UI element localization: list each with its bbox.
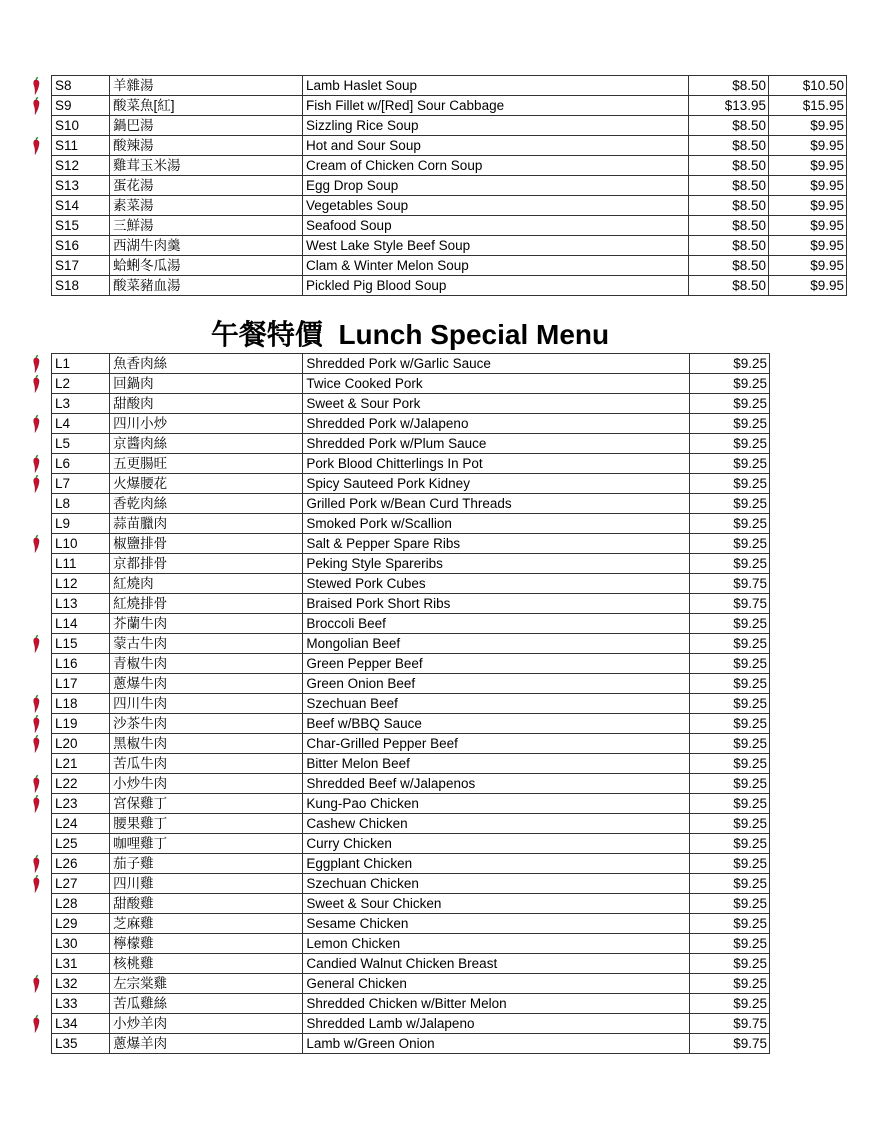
item-name-zh: 椒鹽排骨 [110, 534, 303, 554]
lunch-row [52, 894, 770, 914]
item-price-small: $8.50 [689, 136, 769, 156]
item-code: L22 [52, 774, 110, 794]
chili-pepper-icon [32, 97, 41, 115]
item-price-large: $15.95 [769, 96, 847, 116]
item-price: $9.25 [689, 834, 769, 854]
item-code: S10 [52, 116, 110, 136]
item-name-zh: 雞茸玉米湯 [110, 156, 303, 176]
item-name-en: Peking Style Spareribs [303, 554, 690, 574]
soup-row [52, 176, 847, 196]
item-price: $9.25 [689, 374, 769, 394]
lunch-row [52, 494, 770, 514]
item-name-zh: 西湖牛肉羹 [110, 236, 303, 256]
item-name-zh: 小炒羊肉 [110, 1014, 303, 1034]
item-name-en: Curry Chicken [303, 834, 690, 854]
item-code: L25 [52, 834, 110, 854]
item-price: $9.25 [689, 534, 769, 554]
lunch-row [52, 774, 770, 794]
lunch-row [52, 954, 770, 974]
item-code: L30 [52, 934, 110, 954]
item-name-zh: 火爆腰花 [110, 474, 303, 494]
item-code: L21 [52, 754, 110, 774]
item-price: $9.25 [689, 734, 769, 754]
lunch-row [52, 754, 770, 774]
lunch-row [52, 654, 770, 674]
item-name-en: Mongolian Beef [303, 634, 690, 654]
item-name-zh: 沙茶牛肉 [110, 714, 303, 734]
lunch-row [52, 414, 770, 434]
item-code: S15 [52, 216, 110, 236]
item-name-zh: 鍋巴湯 [110, 116, 303, 136]
item-price: $9.25 [689, 674, 769, 694]
item-name-en: Spicy Sauteed Pork Kidney [303, 474, 690, 494]
item-price: $9.25 [689, 894, 769, 914]
item-code: L35 [52, 1034, 110, 1054]
chili-pepper-icon [32, 715, 41, 733]
item-name-zh: 羊雜湯 [110, 76, 303, 96]
item-name-zh: 芝麻雞 [110, 914, 303, 934]
lunch-row [52, 694, 770, 714]
item-name-zh: 魚香肉絲 [110, 354, 303, 374]
lunch-row [52, 354, 770, 374]
item-name-zh: 甜酸雞 [110, 894, 303, 914]
item-name-en: Shredded Pork w/Garlic Sauce [303, 354, 690, 374]
item-code: L10 [52, 534, 110, 554]
item-name-en: Clam & Winter Melon Soup [303, 256, 689, 276]
lunch-row [52, 454, 770, 474]
item-code: L19 [52, 714, 110, 734]
item-name-en: Shredded Pork w/Jalapeno [303, 414, 690, 434]
item-code: L27 [52, 874, 110, 894]
soup-row [52, 196, 847, 216]
item-name-en: Vegetables Soup [303, 196, 689, 216]
item-price: $9.25 [689, 814, 769, 834]
item-code: L33 [52, 994, 110, 1014]
lunch-row [52, 594, 770, 614]
item-price-small: $8.50 [689, 156, 769, 176]
lunch-row [52, 534, 770, 554]
lunch-row [52, 914, 770, 934]
item-price-small: $8.50 [689, 76, 769, 96]
item-code: L3 [52, 394, 110, 414]
chili-pepper-icon [32, 775, 41, 793]
lunch-special-heading [0, 318, 820, 352]
item-price: $9.25 [689, 994, 769, 1014]
item-code: L2 [52, 374, 110, 394]
item-name-en: Cream of Chicken Corn Soup [303, 156, 689, 176]
item-price: $9.25 [689, 514, 769, 534]
item-name-zh: 酸菜豬血湯 [110, 276, 303, 296]
item-price: $9.25 [689, 914, 769, 934]
item-price-large: $9.95 [769, 176, 847, 196]
lunch-row [52, 394, 770, 414]
item-code: L14 [52, 614, 110, 634]
item-price: $9.25 [689, 454, 769, 474]
lunch-row [52, 814, 770, 834]
item-name-en: General Chicken [303, 974, 690, 994]
item-name-zh: 咖哩雞丁 [110, 834, 303, 854]
item-price: $9.25 [689, 474, 769, 494]
item-code: L11 [52, 554, 110, 574]
item-code: L26 [52, 854, 110, 874]
lunch-row [52, 1014, 770, 1034]
item-code: L7 [52, 474, 110, 494]
item-code: L8 [52, 494, 110, 514]
item-price: $9.25 [689, 854, 769, 874]
item-code: S17 [52, 256, 110, 276]
item-code: L23 [52, 794, 110, 814]
item-name-zh: 回鍋肉 [110, 374, 303, 394]
item-price-large: $9.95 [769, 276, 847, 296]
item-name-en: Kung-Pao Chicken [303, 794, 690, 814]
lunch-row [52, 874, 770, 894]
item-name-en: Hot and Sour Soup [303, 136, 689, 156]
item-code: L20 [52, 734, 110, 754]
item-name-zh: 苦瓜牛肉 [110, 754, 303, 774]
item-name-zh: 蒜苗臘肉 [110, 514, 303, 534]
chili-pepper-icon [32, 535, 41, 553]
item-name-zh: 檸檬雞 [110, 934, 303, 954]
item-price: $9.25 [689, 934, 769, 954]
item-name-en: Bitter Melon Beef [303, 754, 690, 774]
item-price: $9.25 [689, 354, 769, 374]
item-name-zh: 四川雞 [110, 874, 303, 894]
item-price-large: $9.95 [769, 216, 847, 236]
item-code: L4 [52, 414, 110, 434]
item-code: L34 [52, 1014, 110, 1034]
soup-row [52, 76, 847, 96]
item-code: L1 [52, 354, 110, 374]
item-price-small: $8.50 [689, 276, 769, 296]
item-price: $9.25 [689, 434, 769, 454]
item-name-en: Broccoli Beef [303, 614, 690, 634]
chili-pepper-icon [32, 635, 41, 653]
item-name-zh: 茄子雞 [110, 854, 303, 874]
chili-pepper-icon [32, 875, 41, 893]
item-price: $9.25 [689, 634, 769, 654]
lunch-row [52, 614, 770, 634]
item-code: L16 [52, 654, 110, 674]
lunch-row [52, 574, 770, 594]
item-price: $9.25 [689, 414, 769, 434]
item-price-large: $9.95 [769, 196, 847, 216]
item-code: S8 [52, 76, 110, 96]
item-price: $9.75 [689, 1014, 769, 1034]
item-name-zh: 紅燒肉 [110, 574, 303, 594]
lunch-row [52, 474, 770, 494]
item-name-en: Stewed Pork Cubes [303, 574, 690, 594]
item-code: L12 [52, 574, 110, 594]
item-name-en: West Lake Style Beef Soup [303, 236, 689, 256]
item-name-en: Salt & Pepper Spare Ribs [303, 534, 690, 554]
lunch-menu-table [51, 353, 770, 1054]
item-name-en: Shredded Pork w/Plum Sauce [303, 434, 690, 454]
item-code: L15 [52, 634, 110, 654]
item-name-en: Shredded Chicken w/Bitter Melon [303, 994, 690, 1014]
item-price: $9.25 [689, 874, 769, 894]
soup-row [52, 276, 847, 296]
item-price: $9.25 [689, 554, 769, 574]
chili-pepper-icon [32, 415, 41, 433]
chili-pepper-icon [32, 855, 41, 873]
lunch-row [52, 514, 770, 534]
item-name-zh: 三鮮湯 [110, 216, 303, 236]
item-price-small: $8.50 [689, 256, 769, 276]
item-name-zh: 京都排骨 [110, 554, 303, 574]
item-price-large: $9.95 [769, 116, 847, 136]
item-price: $9.25 [689, 694, 769, 714]
chili-pepper-icon [32, 475, 41, 493]
item-price-large: $10.50 [769, 76, 847, 96]
lunch-row [52, 934, 770, 954]
item-code: L13 [52, 594, 110, 614]
item-name-en: Braised Pork Short Ribs [303, 594, 690, 614]
item-code: S18 [52, 276, 110, 296]
chili-pepper-icon [32, 77, 41, 95]
soup-row [52, 156, 847, 176]
item-name-en: Green Pepper Beef [303, 654, 690, 674]
item-price: $9.25 [689, 774, 769, 794]
item-name-zh: 蛤蜊冬瓜湯 [110, 256, 303, 276]
lunch-row [52, 854, 770, 874]
item-name-en: Candied Walnut Chicken Breast [303, 954, 690, 974]
soup-row [52, 216, 847, 236]
item-price: $9.25 [689, 954, 769, 974]
item-code: L31 [52, 954, 110, 974]
item-name-zh: 蔥爆牛肉 [110, 674, 303, 694]
item-code: L5 [52, 434, 110, 454]
chili-pepper-icon [32, 1015, 41, 1033]
item-name-en: Pork Blood Chitterlings In Pot [303, 454, 690, 474]
item-name-en: Szechuan Chicken [303, 874, 690, 894]
item-code: L17 [52, 674, 110, 694]
item-code: L32 [52, 974, 110, 994]
soup-row [52, 116, 847, 136]
item-name-en: Lamb Haslet Soup [303, 76, 689, 96]
item-name-en: Grilled Pork w/Bean Curd Threads [303, 494, 690, 514]
item-name-zh: 苦瓜雞絲 [110, 994, 303, 1014]
lunch-row [52, 1034, 770, 1054]
item-price: $9.75 [689, 1034, 769, 1054]
item-name-zh: 四川小炒 [110, 414, 303, 434]
item-name-zh: 黑椒牛肉 [110, 734, 303, 754]
item-code: S13 [52, 176, 110, 196]
item-name-zh: 素菜湯 [110, 196, 303, 216]
item-name-zh: 芥蘭牛肉 [110, 614, 303, 634]
lunch-row [52, 794, 770, 814]
item-code: S16 [52, 236, 110, 256]
lunch-row [52, 374, 770, 394]
item-price: $9.25 [689, 614, 769, 634]
item-price: $9.25 [689, 654, 769, 674]
item-code: L28 [52, 894, 110, 914]
item-name-zh: 京醬肉絲 [110, 434, 303, 454]
item-code: S11 [52, 136, 110, 156]
item-price: $9.25 [689, 714, 769, 734]
item-name-en: Char-Grilled Pepper Beef [303, 734, 690, 754]
lunch-row [52, 734, 770, 754]
item-price-small: $8.50 [689, 116, 769, 136]
item-price-large: $9.95 [769, 256, 847, 276]
lunch-row [52, 634, 770, 654]
soup-row [52, 236, 847, 256]
item-name-zh: 五更腸旺 [110, 454, 303, 474]
item-name-zh: 甜酸肉 [110, 394, 303, 414]
item-name-zh: 四川牛肉 [110, 694, 303, 714]
soup-menu-table [51, 75, 847, 296]
item-price-small: $8.50 [689, 236, 769, 256]
item-name-en: Lamb w/Green Onion [303, 1034, 690, 1054]
item-name-en: Szechuan Beef [303, 694, 690, 714]
item-price: $9.25 [689, 794, 769, 814]
item-name-zh: 香乾肉絲 [110, 494, 303, 514]
item-name-en: Pickled Pig Blood Soup [303, 276, 689, 296]
item-name-en: Fish Fillet w/[Red] Sour Cabbage [303, 96, 689, 116]
lunch-row [52, 994, 770, 1014]
item-price-large: $9.95 [769, 236, 847, 256]
item-price: $9.75 [689, 574, 769, 594]
lunch-row [52, 974, 770, 994]
item-code: L6 [52, 454, 110, 474]
item-name-en: Sweet & Sour Pork [303, 394, 690, 414]
item-name-en: Twice Cooked Pork [303, 374, 690, 394]
item-name-en: Shredded Lamb w/Jalapeno [303, 1014, 690, 1034]
item-name-en: Sweet & Sour Chicken [303, 894, 690, 914]
item-name-zh: 青椒牛肉 [110, 654, 303, 674]
item-name-zh: 紅燒排骨 [110, 594, 303, 614]
item-name-en: Eggplant Chicken [303, 854, 690, 874]
lunch-row [52, 834, 770, 854]
item-price: $9.25 [689, 494, 769, 514]
item-code: L9 [52, 514, 110, 534]
item-price-small: $8.50 [689, 216, 769, 236]
chili-pepper-icon [32, 975, 41, 993]
item-name-zh: 腰果雞丁 [110, 814, 303, 834]
item-price-large: $9.95 [769, 136, 847, 156]
chili-pepper-icon [32, 735, 41, 753]
chili-pepper-icon [32, 355, 41, 373]
item-name-en: Beef w/BBQ Sauce [303, 714, 690, 734]
item-name-zh: 酸辣湯 [110, 136, 303, 156]
item-price-small: $13.95 [689, 96, 769, 116]
chili-pepper-icon [32, 137, 41, 155]
item-code: S9 [52, 96, 110, 116]
chili-pepper-icon [32, 375, 41, 393]
lunch-title-zh: 午餐特價 [210, 318, 323, 351]
item-code: S14 [52, 196, 110, 216]
chili-pepper-icon [32, 455, 41, 473]
item-name-zh: 核桃雞 [110, 954, 303, 974]
lunch-row [52, 674, 770, 694]
item-name-en: Sizzling Rice Soup [303, 116, 689, 136]
soup-row [52, 96, 847, 116]
item-name-zh: 小炒牛肉 [110, 774, 303, 794]
item-code: L24 [52, 814, 110, 834]
item-name-zh: 酸菜魚[紅] [110, 96, 303, 116]
item-name-en: Green Onion Beef [303, 674, 690, 694]
soup-row [52, 256, 847, 276]
item-code: L18 [52, 694, 110, 714]
item-name-en: Shredded Beef w/Jalapenos [303, 774, 690, 794]
lunch-title-en: Lunch Special Menu [338, 319, 610, 350]
lunch-row [52, 554, 770, 574]
item-name-en: Egg Drop Soup [303, 176, 689, 196]
item-code: L29 [52, 914, 110, 934]
item-name-en: Smoked Pork w/Scallion [303, 514, 690, 534]
item-name-zh: 宮保雞丁 [110, 794, 303, 814]
item-name-zh: 蒙古牛肉 [110, 634, 303, 654]
chili-pepper-icon [32, 695, 41, 713]
item-name-zh: 蛋花湯 [110, 176, 303, 196]
item-name-en: Lemon Chicken [303, 934, 690, 954]
item-price: $9.75 [689, 594, 769, 614]
item-price-small: $8.50 [689, 196, 769, 216]
soup-row [52, 136, 847, 156]
item-price: $9.25 [689, 974, 769, 994]
item-name-zh: 蔥爆羊肉 [110, 1034, 303, 1054]
lunch-row [52, 714, 770, 734]
item-price: $9.25 [689, 394, 769, 414]
item-name-en: Cashew Chicken [303, 814, 690, 834]
item-name-zh: 左宗棠雞 [110, 974, 303, 994]
item-price: $9.25 [689, 754, 769, 774]
chili-pepper-icon [32, 795, 41, 813]
item-name-en: Sesame Chicken [303, 914, 690, 934]
item-price-large: $9.95 [769, 156, 847, 176]
item-code: S12 [52, 156, 110, 176]
item-name-en: Seafood Soup [303, 216, 689, 236]
item-price-small: $8.50 [689, 176, 769, 196]
lunch-row [52, 434, 770, 454]
